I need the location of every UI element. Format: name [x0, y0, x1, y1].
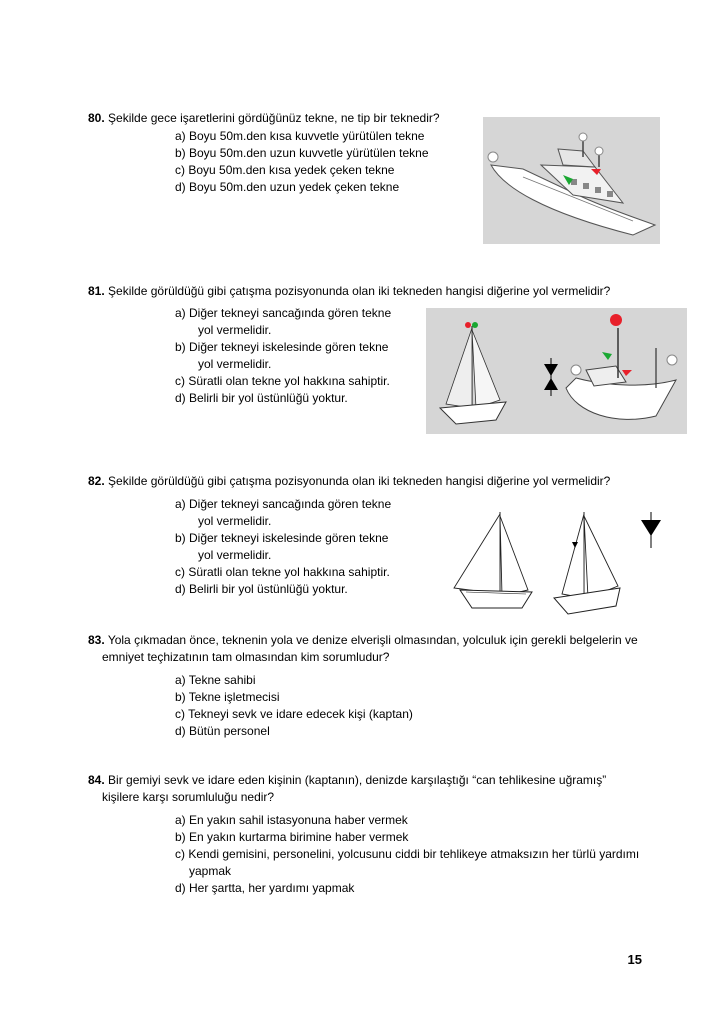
question-text: Yola çıkmadan önce, teknenin yola ve denize elverişli olmasından, yolculuk için gerekli belgelerin ve — [107, 633, 638, 647]
option-b: b) Diğer tekneyi iskelesinde gören tekne — [175, 340, 389, 354]
question-number: 81. — [88, 284, 105, 298]
question-83 — [88, 632, 638, 649]
option-c-cont: yapmak — [189, 864, 232, 878]
option-c: c) Tekneyi sevk ve idare edecek kişi (kaptan) — [175, 707, 413, 721]
question-text-cont: kişilere karşı sorumluluğu nedir? — [102, 790, 275, 804]
option-a: a) Diğer tekneyi sancağında gören tekne — [175, 497, 392, 511]
question-80 — [88, 110, 440, 127]
option-d: d) Boyu 50m.den uzun yedek çeken tekne — [175, 180, 400, 194]
question-text: Şekilde görüldüğü gibi çatışma pozisyonunda olan iki tekneden hangisi diğerine yol vermelidir? — [108, 474, 611, 488]
option-c: c) Süratli olan tekne yol hakkına sahiptir. — [175, 565, 390, 579]
option-b: b) Boyu 50m.den uzun kuvvetle yürütülen tekne — [175, 146, 429, 160]
option-d: d) Belirli bir yol üstünlüğü yoktur. — [175, 391, 348, 405]
option-a: a) Diğer tekneyi sancağında gören tekne — [175, 306, 392, 320]
option-c: c) Boyu 50m.den kısa yedek çeken tekne — [175, 163, 395, 177]
question-84 — [88, 772, 606, 789]
option-b-cont: yol vermelidir. — [198, 357, 272, 371]
question-81 — [88, 283, 610, 300]
sailboat-and-trawler-crossing-figure — [426, 308, 687, 434]
question-number: 80. — [88, 111, 105, 125]
option-b: b) Tekne işletmecisi — [175, 690, 280, 704]
option-b: b) En yakın kurtarma birimine haber vermek — [175, 830, 409, 844]
option-c: c) Süratli olan tekne yol hakkına sahiptir. — [175, 374, 390, 388]
question-text: Şekilde görüldüğü gibi çatışma pozisyonunda olan iki tekneden hangisi diğerine yol vermelidir? — [108, 284, 611, 298]
option-d: d) Bütün personel — [175, 724, 270, 738]
option-a: a) Tekne sahibi — [175, 673, 256, 687]
question-82 — [88, 473, 610, 490]
option-a-cont: yol vermelidir. — [198, 323, 272, 337]
question-number: 83. — [88, 633, 105, 647]
motor-vessel-night-lights-figure — [483, 117, 660, 244]
question-text: Şekilde gece işaretlerini gördüğünüz tekne, ne tip bir teknedir? — [108, 111, 440, 125]
page-number: 15 — [627, 952, 642, 967]
question-text-cont: emniyet teçhizatının tam olmasından kim sorumludur? — [102, 650, 390, 664]
question-number: 82. — [88, 474, 105, 488]
option-b: b) Diğer tekneyi iskelesinde gören tekne — [175, 531, 389, 545]
option-a: a) Boyu 50m.den kısa kuvvetle yürütülen tekne — [175, 129, 425, 143]
two-sailboats-crossing-figure — [440, 508, 672, 620]
option-d: d) Belirli bir yol üstünlüğü yoktur. — [175, 582, 348, 596]
question-text: Bir gemiyi sevk ve idare eden kişinin (kaptanın), denizde karşılaştığı “can tehlikesine uğramış” — [108, 773, 607, 787]
option-a-cont: yol vermelidir. — [198, 514, 272, 528]
option-b-cont: yol vermelidir. — [198, 548, 272, 562]
option-a: a) En yakın sahil istasyonuna haber vermek — [175, 813, 408, 827]
question-number: 84. — [88, 773, 105, 787]
option-d: d) Her şartta, her yardımı yapmak — [175, 881, 355, 895]
option-c: c) Kendi gemisini, personelini, yolcusunu ciddi bir tehlikeye atmaksızın her türlü yardımı — [175, 847, 640, 861]
